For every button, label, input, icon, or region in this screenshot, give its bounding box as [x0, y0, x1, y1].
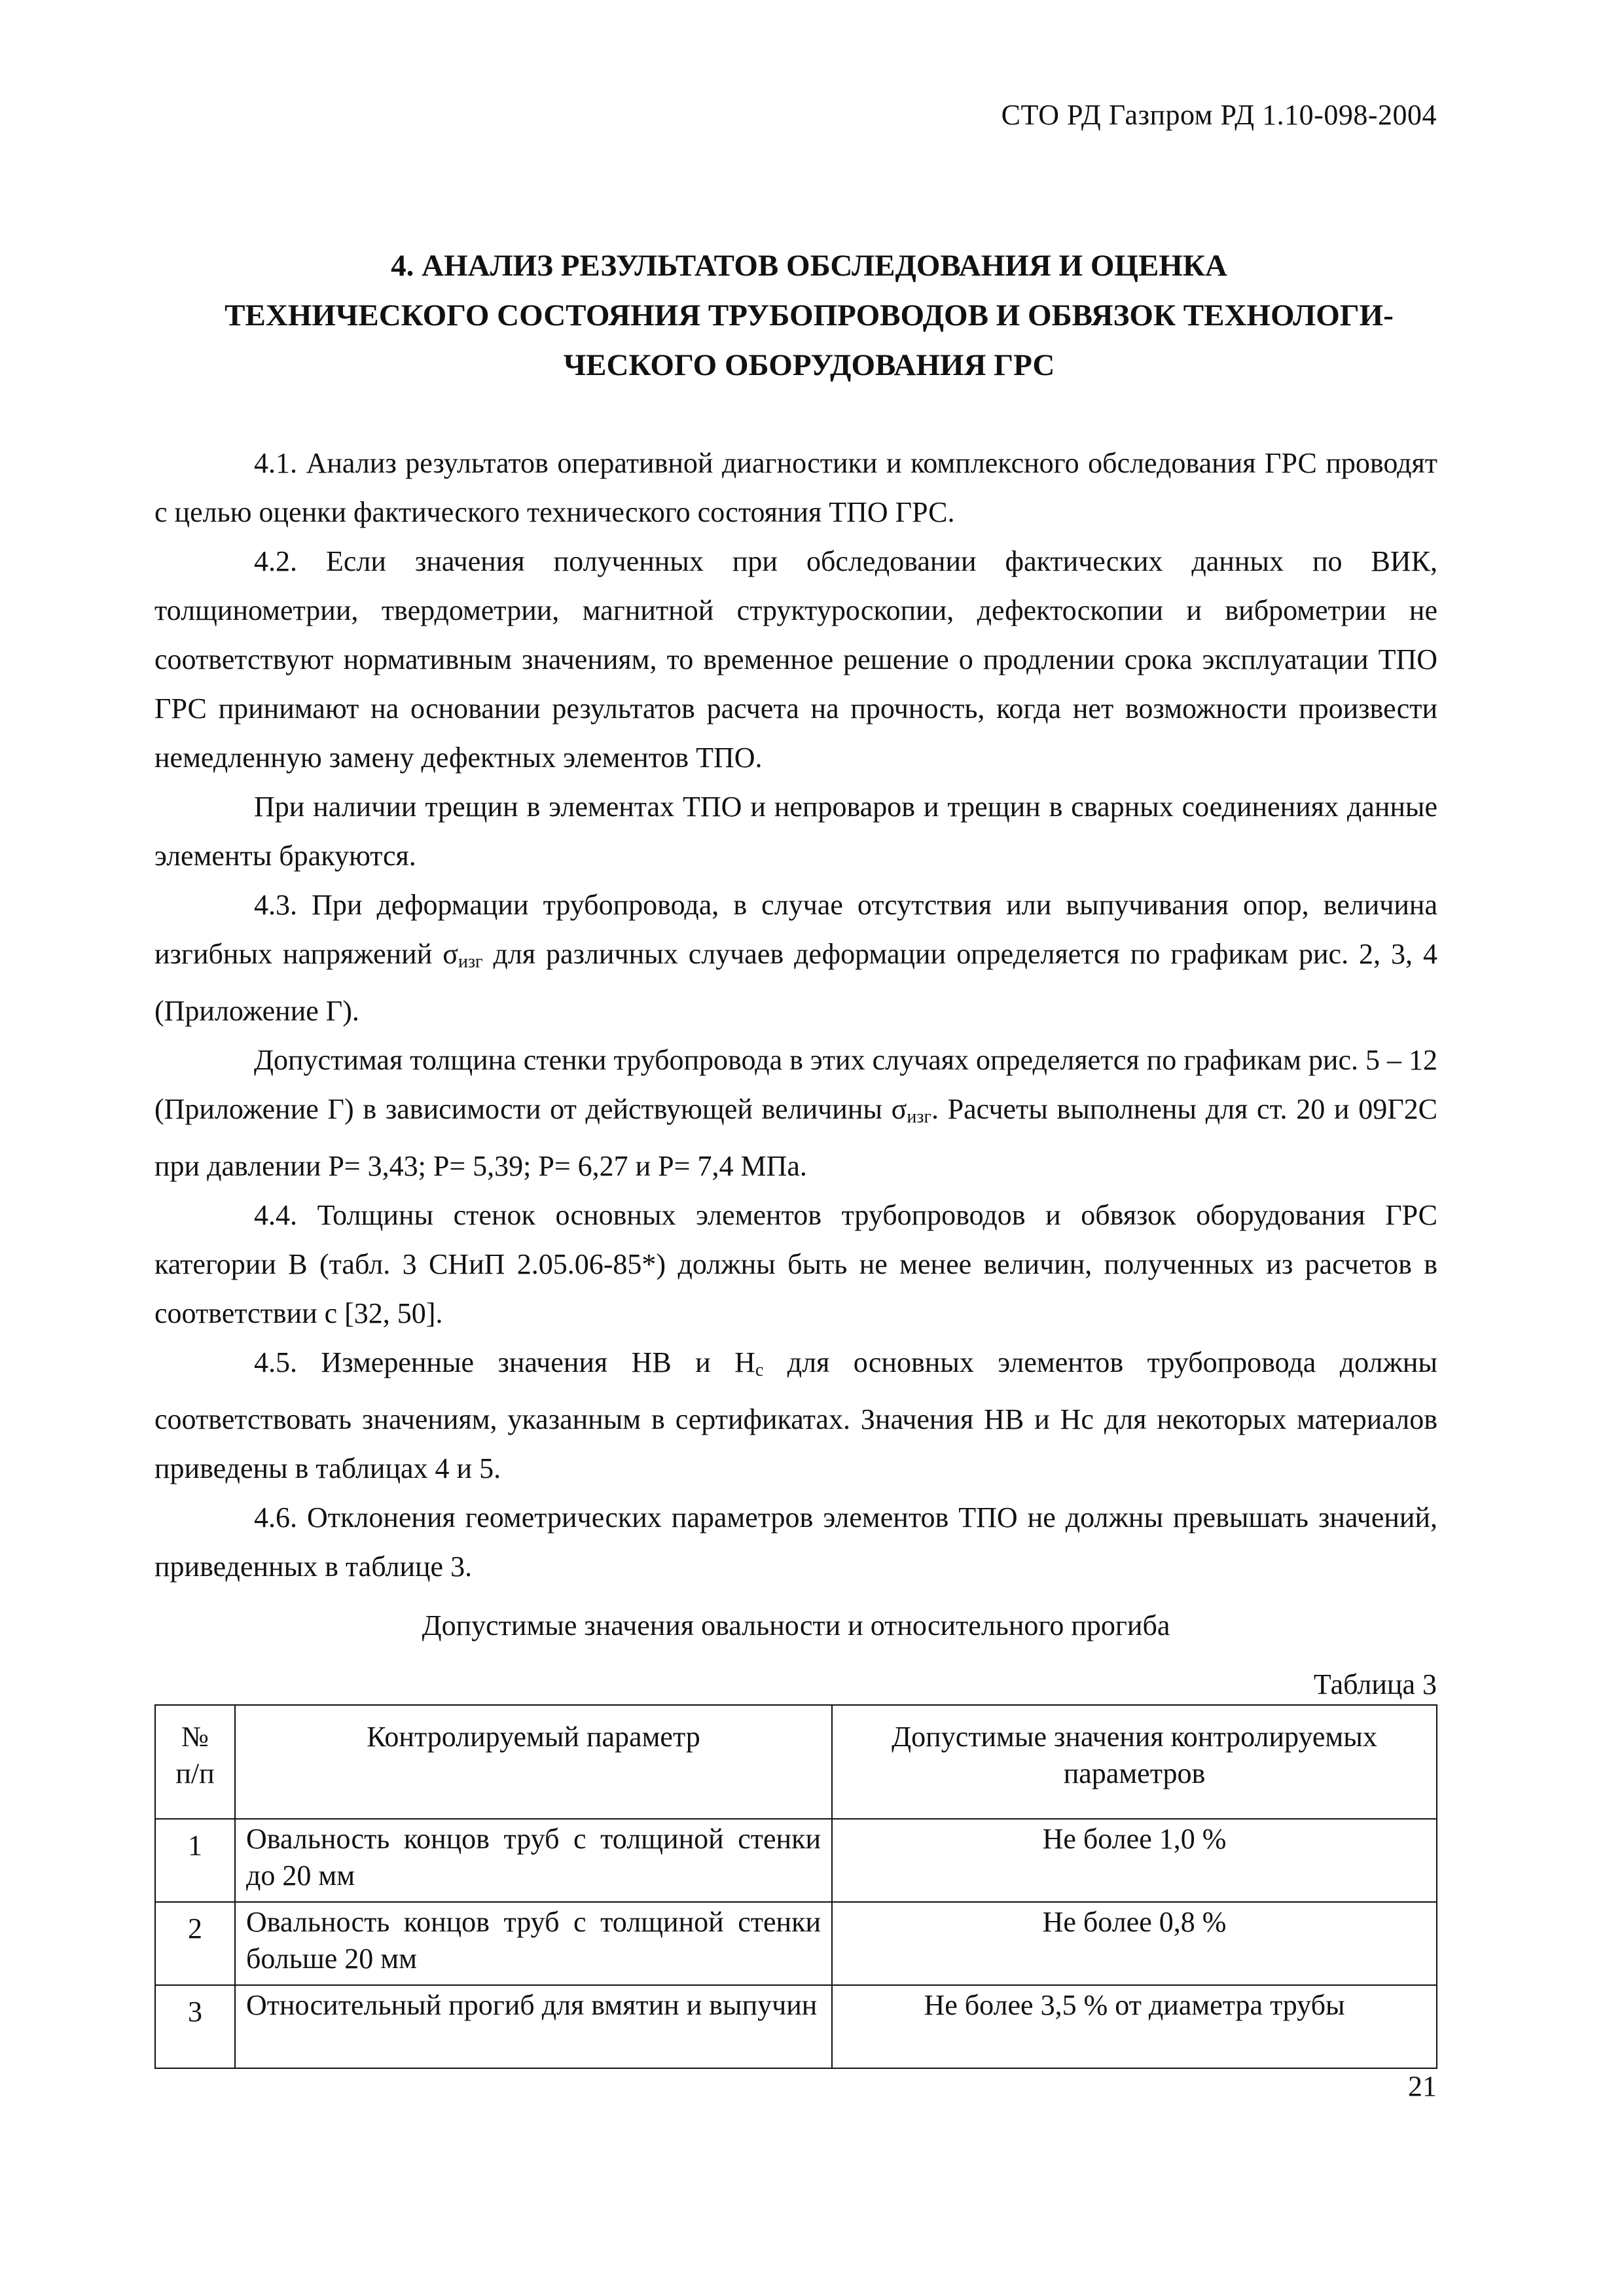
section-title-line: 4. АНАЛИЗ РЕЗУЛЬТАТОВ ОБСЛЕДОВАНИЯ И ОЦЕНКА	[391, 249, 1227, 283]
header-value	[832, 1705, 1437, 1819]
table-row	[155, 1985, 1437, 2068]
table-header-row	[155, 1705, 1437, 1819]
paragraph-4-3-thickness-text: Допустимая толщина стенки трубопровода в этих случаях определяется по графикам рис. 5 – 12 (Приложение Г) в зависимости от действующей величины σ	[154, 1044, 1437, 1125]
paragraph-4-2-cracks: При наличии трещин в элементах ТПО и непроваров и трещин в сварных соединениях данные элементы бракуются.	[154, 791, 1437, 872]
table-row	[155, 1819, 1437, 1902]
row-number: 3	[155, 1985, 235, 2068]
row-parameter: Овальность концов труб с толщиной стенки до 20 мм	[235, 1819, 832, 1902]
section-title	[154, 241, 1464, 390]
header-number	[155, 1705, 235, 1819]
header-number-line: №	[181, 1721, 209, 1753]
document-code: СТО РД Газпром РД 1.10-098-2004	[1001, 99, 1437, 131]
header-parameter: Контролируемый параметр	[235, 1705, 832, 1819]
tolerance-table	[154, 1704, 1437, 2069]
paragraph-4-2: 4.2. Если значения полученных при обследовании фактических данных по ВИК, толщинометрии, твердометрии, магнитной структуроскопии, дефектоскопии и виброметрии не соответствуют нормативным значениям, то временное решение о продлении срока эксплуатации ТПО ГРС принимают на основании результатов расчета на прочность, когда нет возможности произвести немедленную замену дефектных элементов ТПО.	[154, 545, 1437, 774]
paragraph-4-3-text: 4.3. При деформации трубопровода, в случае отсутствия или выпучивания опор, величина изгибных напряжений σ	[154, 889, 1437, 970]
sigma-subscript: изг	[458, 952, 483, 972]
hc-subscript: с	[755, 1360, 764, 1380]
table-caption: Допустимые значения овальности и относительного прогиба	[422, 1609, 1170, 1641]
header-value-line: Допустимые значения контролируемых	[892, 1721, 1377, 1753]
row-parameter: Овальность концов труб с толщиной стенки больше 20 мм	[235, 1902, 832, 1985]
paragraph-4-5-text: 4.5. Измеренные значения НВ и Н	[254, 1346, 755, 1378]
paragraph-4-3-thickness-end: . Расчеты выполнены для ст. 20 и 09Г2С при давлении Р= 3,43; Р= 5,39; Р= 6,27 и Р= 7,4 МПа.	[154, 1093, 1437, 1182]
table-row	[155, 1902, 1437, 1985]
paragraph-4-3	[154, 880, 1437, 1035]
row-number: 2	[155, 1902, 235, 1985]
table-number: Таблица 3	[1313, 1668, 1437, 1700]
row-value: Не более 3,5 % от диаметра трубы	[832, 1985, 1437, 2068]
row-value: Не более 1,0 %	[832, 1819, 1437, 1902]
paragraph-4-6: 4.6. Отклонения геометрических параметров элементов ТПО не должны превышать значений, приведенных в таблице 3.	[154, 1501, 1437, 1583]
header-value-line: параметров	[1063, 1757, 1206, 1789]
row-value: Не более 0,8 %	[832, 1902, 1437, 1985]
paragraph-4-4: 4.4. Толщины стенок основных элементов трубопроводов и обвязок оборудования ГРС категории В (табл. 3 СНиП 2.05.06-85*) должны быть не менее величин, полученных из расчетов в соответствии с [32, 50].	[154, 1199, 1437, 1329]
paragraph-4-5	[154, 1338, 1437, 1493]
sigma-subscript: изг	[907, 1107, 931, 1127]
header-number-line: п/п	[175, 1757, 215, 1789]
paragraph-4-5-text-end: для основных элементов трубопровода должны соответствовать значениям, указанным в сертификатах. Значения НВ и Нс для некоторых материалов приведены в таблицах 4 и 5.	[154, 1346, 1437, 1484]
row-parameter: Относительный прогиб для вмятин и выпучин	[235, 1985, 832, 2068]
paragraph-4-1: 4.1. Анализ результатов оперативной диагностики и комплексного обследования ГРС проводят с целью оценки фактического технического состояния ТПО ГРС.	[154, 447, 1437, 528]
section-title-line: ТЕХНИЧЕСКОГО СОСТОЯНИЯ ТРУБОПРОВОДОВ И ОБВЯЗОК ТЕХНОЛОГИ-	[225, 298, 1394, 332]
row-number: 1	[155, 1819, 235, 1902]
paragraph-4-3-text-end: для различных случаев деформации определяется по графикам рис. 2, 3, 4 (Приложение Г).	[154, 938, 1438, 1027]
page-number: 21	[1408, 2070, 1437, 2102]
section-title-line: ЧЕСКОГО ОБОРУДОВАНИЯ ГРС	[563, 348, 1055, 382]
body-text	[154, 439, 1437, 1591]
paragraph-4-3-thickness	[154, 1035, 1437, 1191]
